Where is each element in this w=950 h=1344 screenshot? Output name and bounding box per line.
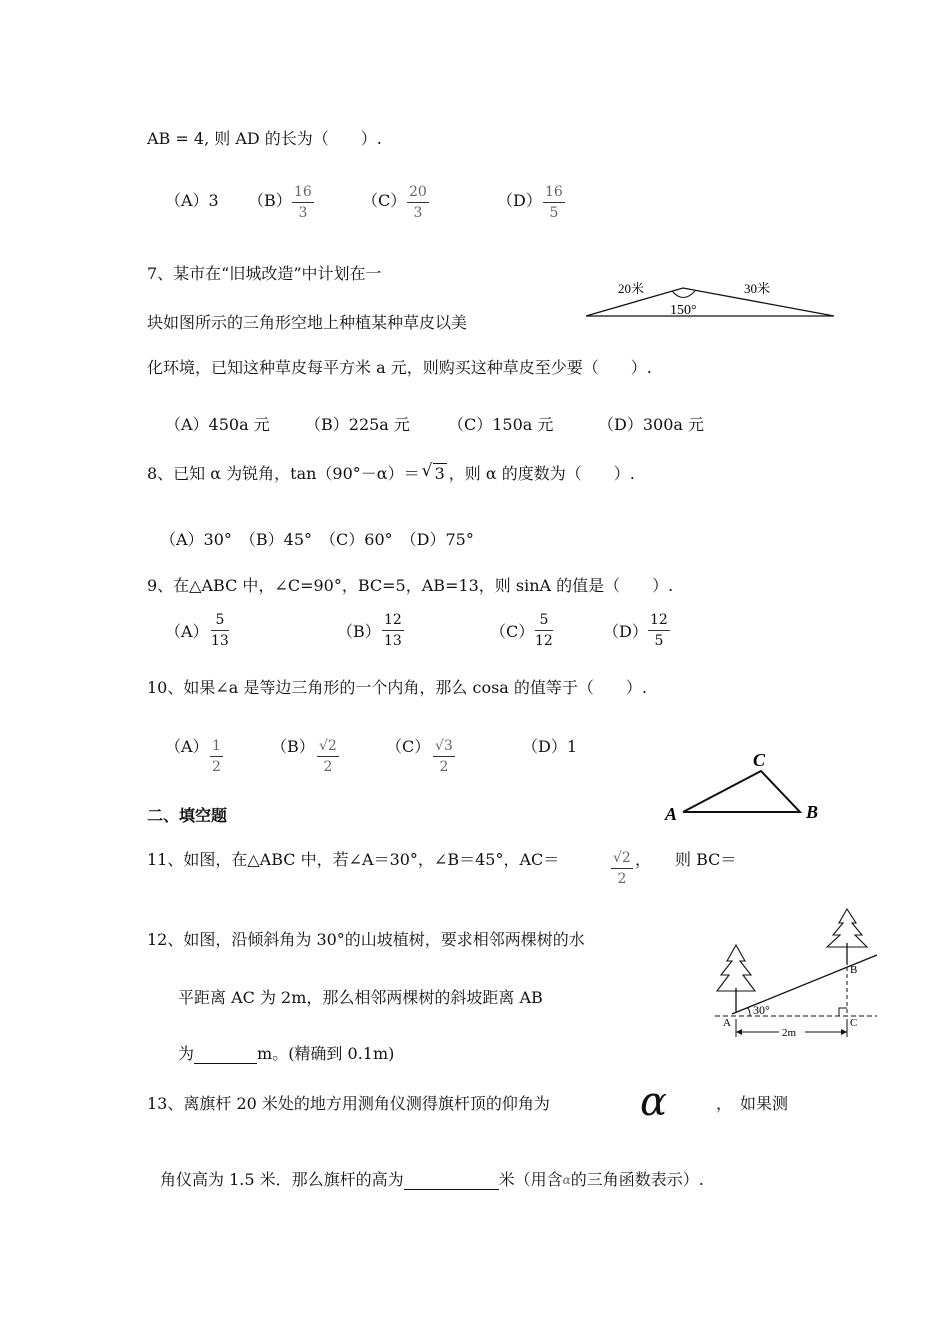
abc-label-c: C [753,750,766,770]
slope-label-c: C [850,1017,858,1029]
abc-triangle-figure [660,748,830,828]
q10-option-a-fraction: $\frac{1}{2}$ [212,738,221,775]
q11-text: 11、如图，在△ABC 中，若∠A＝30°，∠B＝45°，AC＝ [147,850,560,869]
q7-left-side-label: 20米 [618,281,645,296]
q8-question [147,461,635,484]
q12-answer-blank[interactable] [194,1045,257,1064]
slope-trees-figure [705,905,880,1055]
q9-option-d-fraction: $\frac{12}{5}$ [650,612,668,649]
slope-angle-arc [747,1008,750,1016]
q8-sqrt: √ 3 [421,461,445,483]
q7-right-side-label: 30米 [744,281,771,296]
q13-answer-blank[interactable] [404,1171,499,1190]
q13-alpha-symbol: α [640,1079,668,1125]
q6-option-b-label: （B） [248,191,292,210]
q12-line1: 12、如图，沿倾斜角为 30°的山坡植树，要求相邻两棵树的水 [147,930,585,949]
q6-option-a: （A）3 [165,191,219,210]
q13-line2 [160,1170,704,1190]
q13-line2-alpha: α [562,1173,571,1187]
q9-option-a-fraction: $\frac{5}{13}$ [211,612,229,649]
q10-option-d: （D）1 [522,737,578,756]
q7-option-b: （B）225a 元 [305,415,410,434]
q9-option-c-fraction: $\frac{5}{12}$ [535,612,553,649]
q6-option-d-fraction: $\frac{16}{5}$ [545,184,563,221]
q12-line3 [178,1044,394,1064]
q13-text-after: ， 如果测 [716,1094,789,1113]
q13-line2-prefix: 角仪高为 1.5 米．那么旗杆的高为 [160,1170,404,1189]
q10-question: 10、如果∠a 是等边三角形的一个内角，那么 cosa 的值等于（ ）. [147,678,647,697]
distance-label: 2m [782,1027,797,1039]
q6-option-b-fraction: $\frac{16}{3}$ [294,184,312,221]
q7-line1: 7、某市在“旧城改造”中计划在一 [147,264,382,283]
q8-options: （A）30° （B）45° （C）60° （D）75° [160,530,474,549]
slope-label-a: A [723,1017,731,1029]
q6-text: AB = 4, 则 AD 的长为（ ）. [147,129,382,148]
tree-right-icon [827,909,867,965]
q10-option-c-fraction: $\frac{√3}{2}$ [435,738,453,775]
q13-line2-suffix: 的三角函数表示）. [570,1170,704,1189]
q9-option-b-fraction: $\frac{12}{13}$ [384,612,402,649]
q10-option-b-fraction: $\frac{√2}{2}$ [319,738,337,775]
q13-line2-mid: 米（用含 [498,1170,563,1189]
q7-option-a: （A）450a 元 [165,415,270,434]
tree-left-icon [717,945,755,1013]
slope-label-b: B [850,964,858,976]
q6-option-d-label: （D） [497,191,542,210]
q7-angle-arc [672,291,695,298]
q10-option-a-label: （A） [165,737,209,756]
q7-line3: 化环境，已知这种草皮每平方米 a 元，则购买这种草皮至少要（ ）. [147,358,652,377]
q12-line2: 平距离 AC 为 2m，那么相邻两棵树的斜坡距离 AB [178,988,543,1007]
q13-text-before: 13、离旗杆 20 米处的地方用测角仪测得旗杆顶的仰角为 [147,1094,550,1113]
q7-triangle-figure [580,276,840,326]
q11-tail: ， 则 BC＝ [635,850,737,869]
q6-option-c-label: （C） [362,191,407,210]
q10-option-c-label: （C） [386,737,431,756]
q6-option-c-fraction: $\frac{20}{3}$ [409,184,427,221]
q8-text-before: 8、已知 α 为锐角，tan（90°－α）＝ [147,464,420,483]
q9-option-b-label: （B） [337,622,381,641]
q8-radicand: 3 [434,464,445,483]
abc-triangle-shape [683,771,800,812]
q7-option-d: （D）300a 元 [598,415,704,434]
slope-angle-label: 30° [753,1003,770,1017]
q9-question: 9、在△ABC 中，∠C=90°，BC=5，AB=13，则 sinA 的值是（ ）. [147,576,674,595]
q12-line3-suffix: m。(精确到 0.1m) [257,1044,395,1063]
q7-angle-label: 150° [670,303,697,318]
right-angle-mark [839,1008,847,1016]
q9-option-a-label: （A） [165,622,209,641]
q10-option-b-label: （B） [271,737,315,756]
q7-line2: 块如图所示的三角形空地上种植某种草皮以美 [147,313,468,332]
q11-fraction: $\frac{√2}{2}$ [613,850,631,887]
section-2-heading: 二、填空题 [147,806,228,825]
q7-option-c: （C）150a 元 [448,415,554,434]
q9-option-d-label: （D） [603,622,648,641]
q9-option-c-label: （C） [490,622,535,641]
abc-label-b: B [806,802,819,822]
q8-text-after: ，则 α 的度数为（ ）. [448,464,635,483]
abc-label-a: A [665,804,678,824]
q12-line3-prefix: 为 [178,1044,195,1063]
